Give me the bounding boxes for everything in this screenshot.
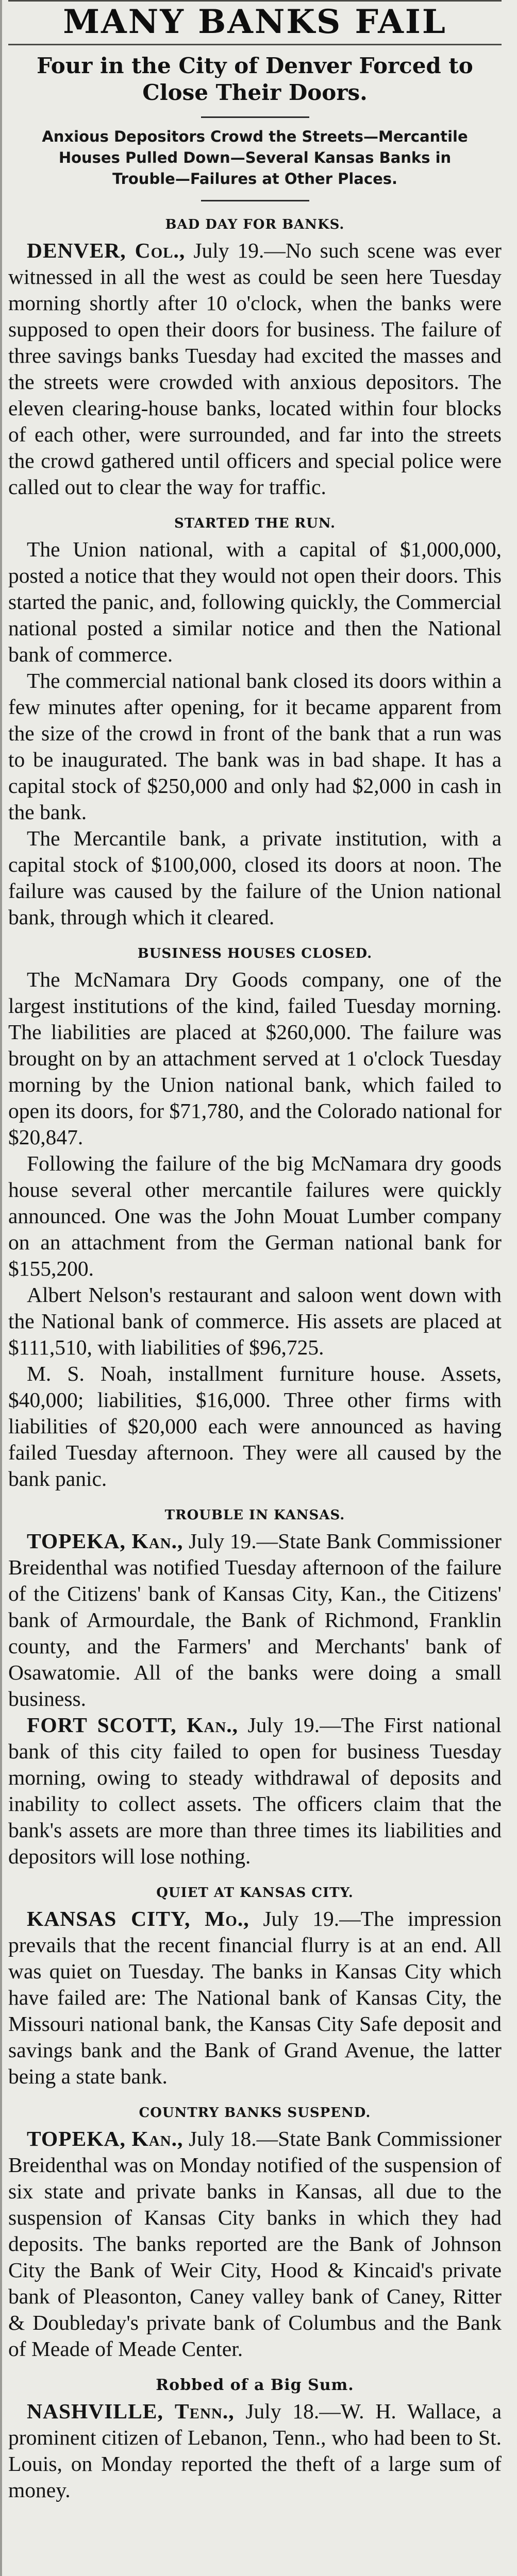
subheadline: Four in the City of Denver Forced to Close Their Doors. bbox=[37, 53, 473, 105]
section-heading: STARTED THE RUN. bbox=[174, 516, 336, 531]
section-heading: QUIET AT KANSAS CITY. bbox=[156, 1885, 354, 1901]
article-paragraph bbox=[8, 1906, 502, 2090]
dateline: NASHVILLE, Tenn., bbox=[27, 2399, 235, 2423]
dateline: DENVER, Col., bbox=[27, 239, 186, 262]
dateline: TOPEKA, Kan., bbox=[27, 1529, 184, 1553]
paragraph-text: July 19.—No such scene was ever witnessed in all the west as could be seen here Tuesday morning shortly after 10 o'clock, when the banks were supposed to open their doors for business. The failure of three savings banks Tuesday had excited the masses and the streets were crowded with anxious depositors. The eleven clearing-house banks, located within four blocks of each other, were surrounded, and far into the streets the crowd gathered until officers and special police were called out to clear the way for traffic. bbox=[8, 239, 502, 499]
deck-divider bbox=[201, 200, 309, 201]
paragraph-text: M. S. Noah, installment furniture house. Assets, $40,000; liabilities, $16,000. Three other firms with liabilities of $20,000 each were announced as having failed Tuesday afternoon. They were all caused by the bank panic. bbox=[8, 1362, 502, 1490]
paragraph-text: July 18.—W. H. Wallace, a prominent citizen of Lebanon, Tenn., who had been to St. Louis, on Monday reported the theft of a large sum of money. bbox=[8, 2399, 502, 2502]
article-paragraph bbox=[8, 2126, 502, 2362]
article-paragraph bbox=[8, 1528, 502, 1712]
section-heading: TROUBLE IN KANSAS. bbox=[164, 1507, 345, 1523]
headline: MANY BANKS FAIL bbox=[63, 3, 447, 41]
article-paragraph bbox=[8, 1712, 502, 1870]
paragraph-text: The McNamara Dry Goods company, one of the largest institutions of the kind, failed Tuesday morning. The liabilities are placed at $260,000. The failure was brought on by an attachment served at 1 o'clock Tuesday morning by the Union national bank, which failed to open its doors, for $71,780, and the Colorado national for $20,847. bbox=[8, 968, 502, 1149]
section-heading: BAD DAY FOR BANKS. bbox=[165, 217, 345, 232]
section-heading: COUNTRY BANKS SUSPEND. bbox=[139, 2105, 371, 2121]
paragraph-text: The Union national, with a capital of $1,000,000, posted a notice that they would not open their doors. This started the panic, and, following quickly, the Commercial national posted a similar notice and then the National bank of commerce. bbox=[8, 537, 502, 666]
article-paragraph bbox=[8, 825, 502, 930]
section-heading: Robbed of a Big Sum. bbox=[156, 2376, 354, 2394]
article-paragraph bbox=[8, 536, 502, 668]
article-paragraph bbox=[8, 2398, 502, 2503]
article-paragraph bbox=[8, 967, 502, 1150]
article-paragraph bbox=[8, 1150, 502, 1282]
section-heading: BUSINESS HOUSES CLOSED. bbox=[137, 946, 373, 961]
dateline: KANSAS CITY, Mo., bbox=[27, 1907, 249, 1930]
paragraph-text: July 19.—The First national bank of this city failed to open for business Tuesday morning, owing to steady withdrawal of deposits and inability to collect assets. The officers claim that the bank's assets are more than three times its liabilities and depositors will lose nothing. bbox=[8, 1713, 502, 1868]
paragraph-text: July 19.—State Bank Commissioner Breidenthal was notified Tuesday afternoon of the failure of the Citizens' bank of Kansas City, Kan., the Citizens' bank of Armourdale, the Bank of Richmond, Franklin county, and the Farmers' and Merchants' bank of Osawatomie. All of the banks were doing a small business. bbox=[8, 1529, 502, 1710]
article-paragraph bbox=[8, 1282, 502, 1361]
deck-summary: Anxious Depositors Crowd the Streets—Mercantile Houses Pulled Down—Several Kansas Banks in Trouble—Failures at Other Places. bbox=[42, 128, 468, 188]
article-paragraph bbox=[8, 238, 502, 500]
paragraph-text: Albert Nelson's restaurant and saloon went down with the National bank of commerce. His assets are placed at $111,510, with liabilities of $96,725. bbox=[8, 1283, 502, 1359]
article-body bbox=[8, 216, 502, 2503]
article-paragraph bbox=[8, 1361, 502, 1492]
paragraph-text: July 19.—The impression prevails that the recent financial flurry is at an end. All was quiet on Tuesday. The banks in Kansas City which have failed are: The National bank of Kansas City, the Missouri national bank, the Kansas City Safe deposit and savings bank and the Bank of Grand Avenue, the latter being a state bank. bbox=[8, 1907, 502, 2088]
headline-rule bbox=[8, 44, 502, 45]
paragraph-text: The Mercantile bank, a private institution, with a capital stock of $100,000, closed its doors at noon. The failure was caused by the failure of the Union national bank, through which it cleared. bbox=[8, 826, 502, 929]
dateline: TOPEKA, Kan., bbox=[27, 2127, 184, 2150]
article-paragraph bbox=[8, 668, 502, 825]
paragraph-text: The commercial national bank closed its doors within a few minutes after opening, for it became apparent from the size of the crowd in front of the bank that a run was to be inaugurated. The bank was in bad shape. It has a capital stock of $250,000 and only had $2,000 in cash in the bank. bbox=[8, 669, 502, 824]
subhead-divider bbox=[201, 116, 309, 118]
paragraph-text: Following the failure of the big McNamara dry goods house several other mercantile failures were quickly announced. One was the John Mouat Lumber company on an attachment from the German national bank for $155,200. bbox=[8, 1151, 502, 1280]
paragraph-text: July 18.—State Bank Commissioner Breidenthal was on Monday notified of the suspension of six state and private banks in Kansas, all due to the suspension of Kansas City banks in which they had deposits. The banks reported are the Bank of Johnson City the Bank of Weir City, Hood & Kincaid's private bank of Pleasonton, Caney valley bank of Caney, Ritter & Doubleday's private bank of Columbus and the Bank of Meade of Meade Center. bbox=[8, 2127, 502, 2361]
dateline: FORT SCOTT, Kan., bbox=[27, 1713, 239, 1737]
